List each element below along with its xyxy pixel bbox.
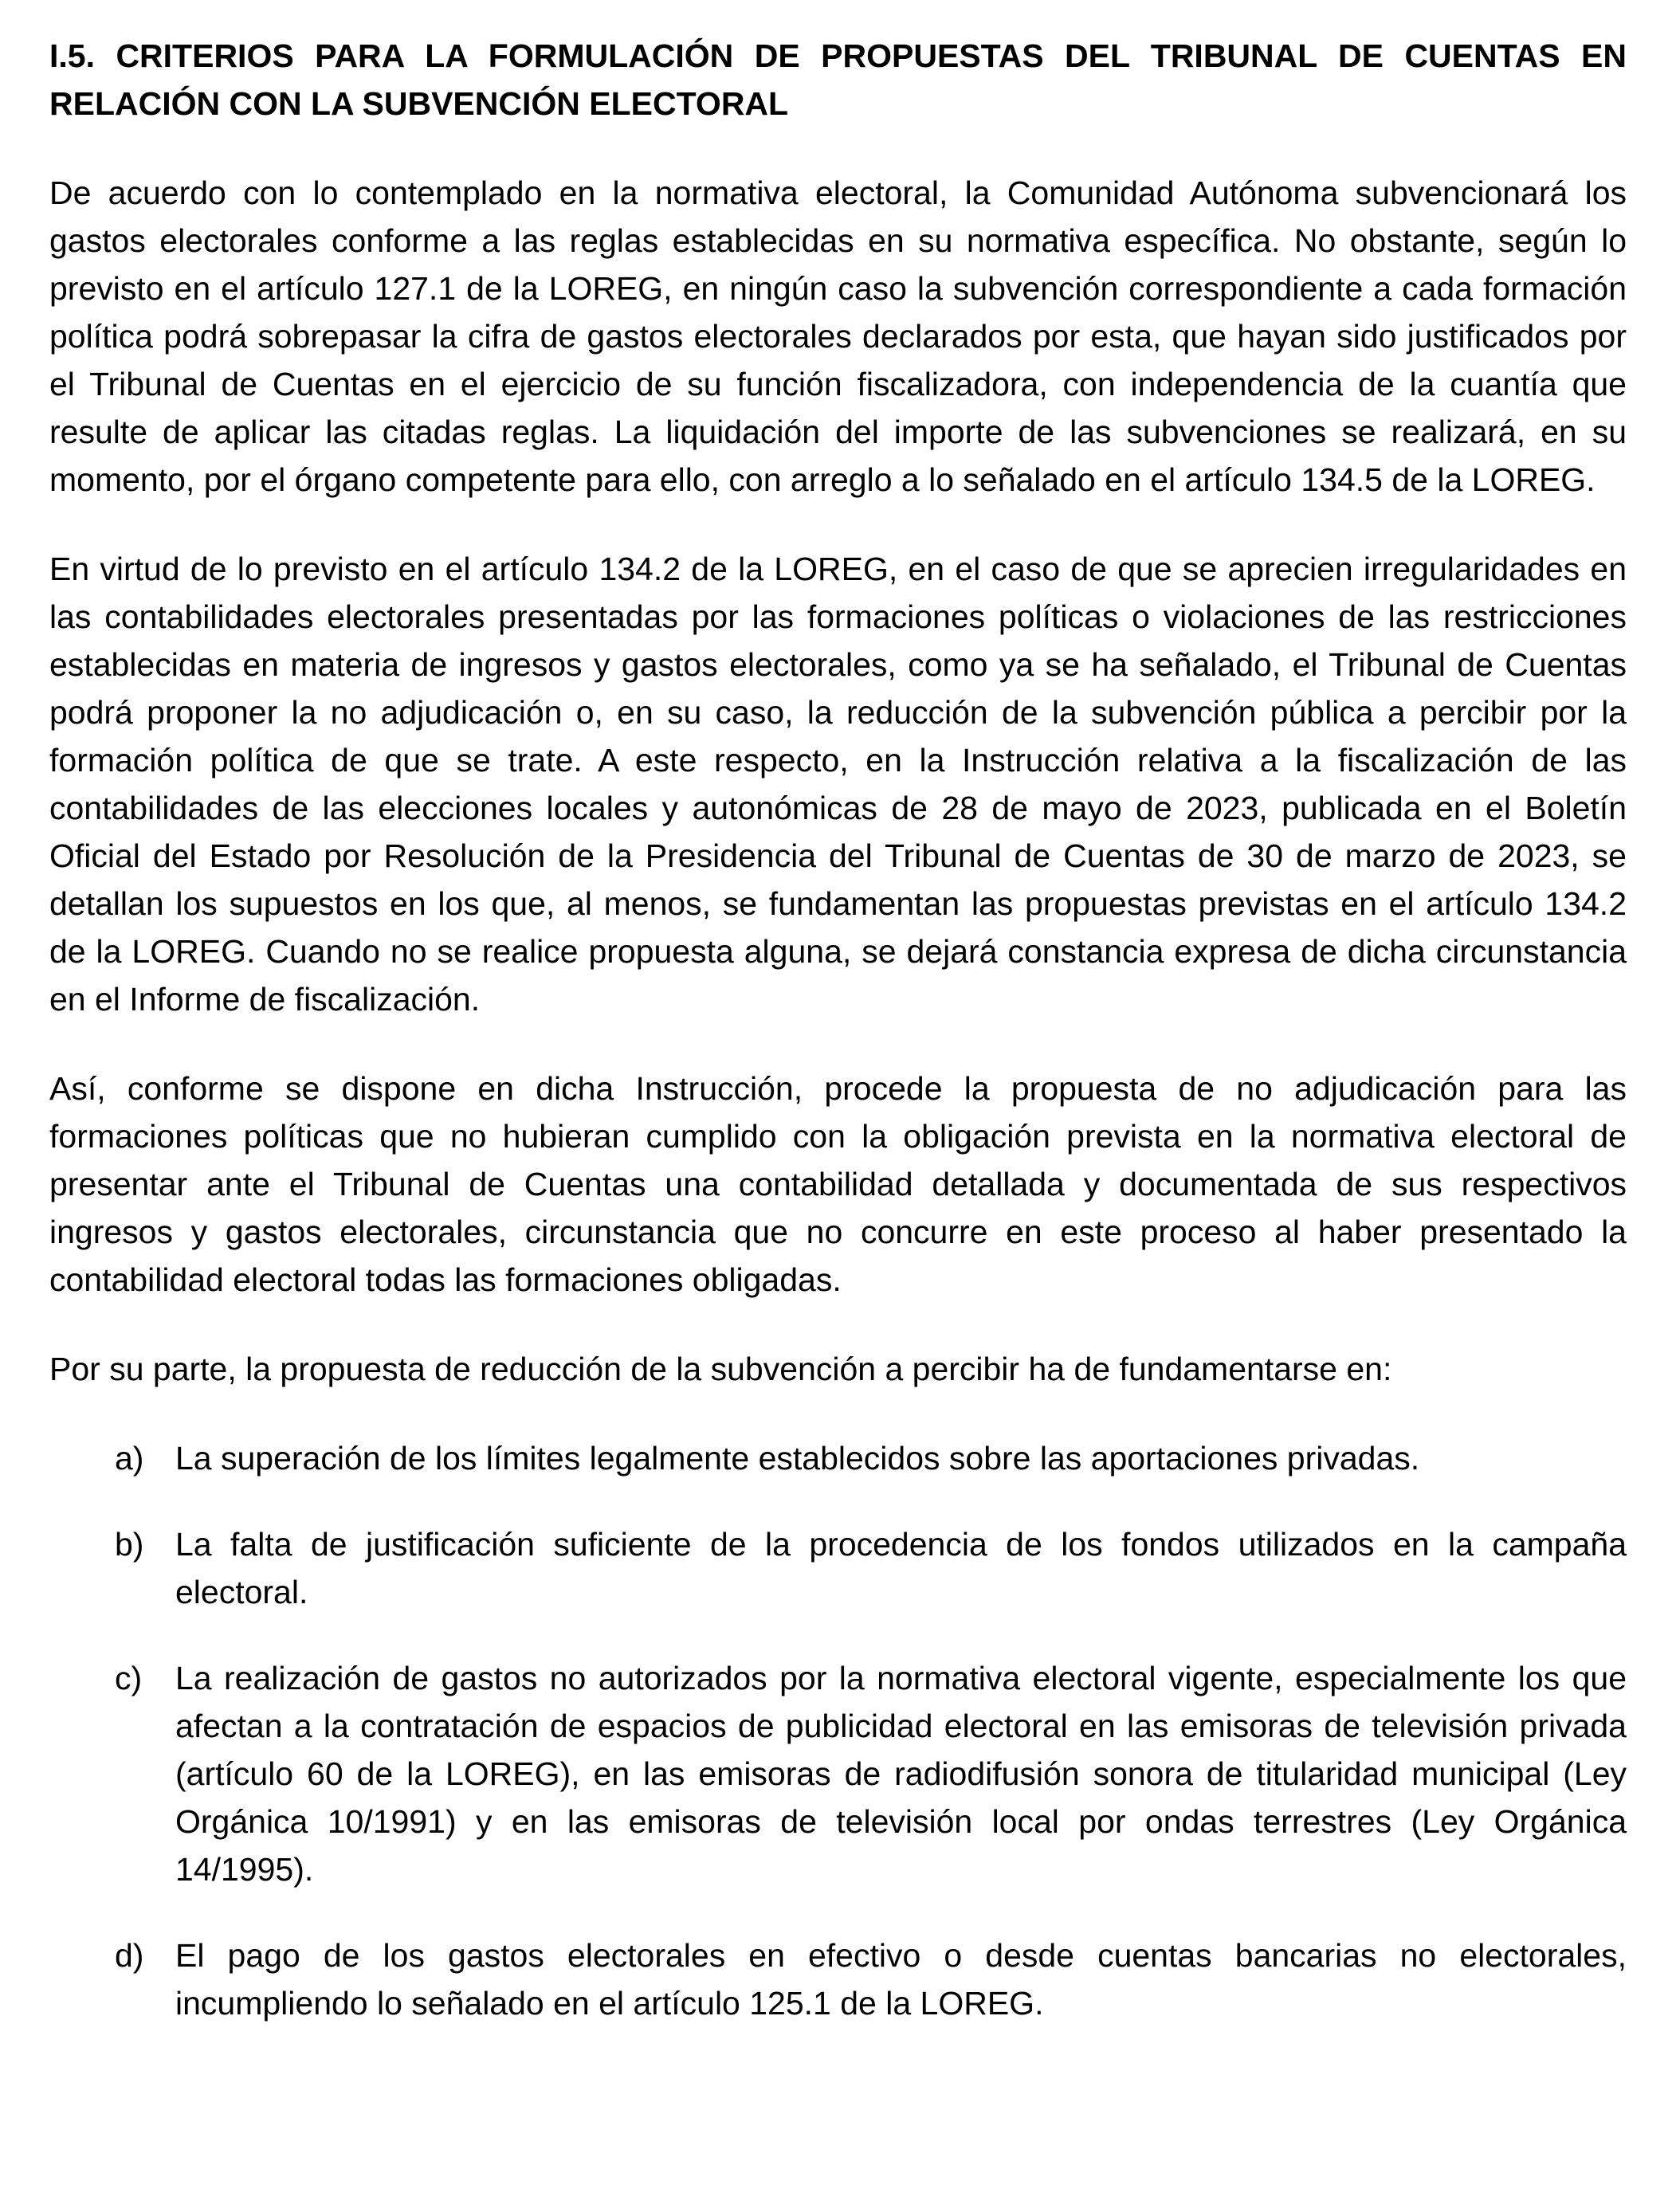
paragraph-articulo-134-2: En virtud de lo previsto en el artículo 134.2 de la LOREG, en el caso de que se aprecien irregularidades en las contabilidades electorales presentadas por las formaciones políticas o violaciones de las restricciones establecidas en materia de ingresos y gastos electorales, como ya se ha señalado, el Tribunal de Cuentas podrá proponer la no adjudicación o, en su caso, la reducción de la subvención pública a percibir por la formación política de que se trate. A este respecto, en la Instrucción relativa a la fiscalización de las contabilidades de las elecciones locales y autonómicas de 28 de mayo de 2023, publicada en el Boletín Oficial del Estado por Resolución de la Presidencia del Tribunal de Cuentas de 30 de marzo de 2023, se detallan los supuestos en los que, al menos, se fundamentan las propuestas previstas en el artículo 134.2 de la LOREG. Cuando no se realice propuesta alguna, se dejará constancia expresa de dicha circunstancia en el Informe de fiscalización. — [49, 551, 1627, 1018]
list-item-text: La falta de justificación suficiente de la procedencia de los fondos utilizados en la campaña electoral. — [175, 1526, 1627, 1610]
list-item — [49, 1654, 1627, 1893]
list-item — [49, 1932, 1627, 2027]
list-marker: a) — [115, 1440, 144, 1477]
list-marker: d) — [115, 1937, 144, 1974]
section-heading: I.5. CRITERIOS PARA LA FORMULACIÓN DE PROPUESTAS DEL TRIBUNAL DE CUENTAS EN RELACIÓN CON LA SUBVENCIÓN ELECTORAL — [49, 37, 1627, 122]
list-item-text: El pago de los gastos electorales en efectivo o desde cuentas bancarias no electorales, incumpliendo lo señalado en el artículo 125.1 de la LOREG. — [175, 1937, 1627, 2022]
list-item-text: La superación de los límites legalmente establecidos sobre las aportaciones privadas. — [175, 1440, 1420, 1477]
document-page — [49, 32, 1627, 2027]
paragraph-reduccion-intro: Por su parte, la propuesta de reducción de la subvención a percibir ha de fundamentarse en: — [49, 1351, 1392, 1387]
paragraph-no-adjudicacion: Así, conforme se dispone en dicha Instrucción, procede la propuesta de no adjudicación para las formaciones políticas que no hubieran cumplido con la obligación prevista en la normativa electoral de presentar ante el Tribunal de Cuentas una contabilidad detallada y documentada de sus respectivos ingresos y gastos electorales, circunstancia que no concurre en este proceso al haber presentado la contabilidad electoral todas las formaciones obligadas. — [49, 1070, 1627, 1298]
paragraph-subvencion-normativa: De acuerdo con lo contemplado en la normativa electoral, la Comunidad Autónoma subvencionará los gastos electorales conforme a las reglas establecidas en su normativa específica. No obstante, según lo previsto en el artículo 127.1 de la LOREG, en ningún caso la subvención correspondiente a cada formación política podrá sobrepasar la cifra de gastos electorales declarados por esta, que hayan sido justificados por el Tribunal de Cuentas en el ejercicio de su función fiscalizadora, con independencia de la cuantía que resulte de aplicar las citadas reglas. La liquidación del importe de las subvenciones se realizará, en su momento, por el órgano competente para ello, con arreglo a lo señalado en el artículo 134.5 de la LOREG. — [49, 175, 1627, 498]
reduction-criteria-list — [49, 1434, 1627, 2027]
list-marker: c) — [115, 1660, 143, 1696]
list-item — [49, 1520, 1627, 1616]
list-item-text: La realización de gastos no autorizados por la normativa electoral vigente, especialmente los que afectan a la contratación de espacios de publicidad electoral en las emisoras de televisión privada (artículo 60 de la LOREG), en las emisoras de radiodifusión sonora de titularidad municipal (Ley Orgánica 10/1991) y en las emisoras de televisión local por ondas terrestres (Ley Orgánica 14/1995). — [175, 1660, 1627, 1888]
list-marker: b) — [115, 1526, 144, 1563]
list-item — [49, 1434, 1627, 1482]
